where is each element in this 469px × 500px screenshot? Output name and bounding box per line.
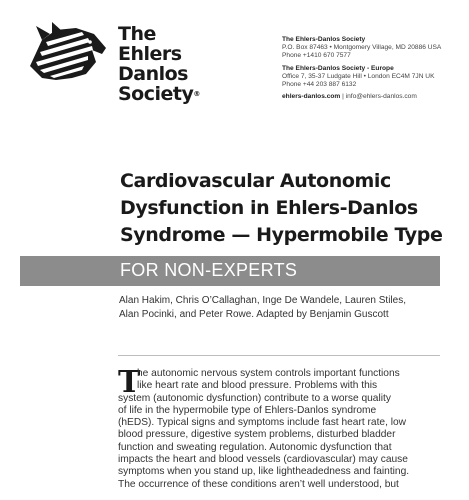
audience-label: FOR NON-EXPERTS	[120, 260, 298, 280]
intro-line: function and sweating regulation. Autonomic dysfunction that	[118, 441, 392, 453]
brand-wordmark	[118, 24, 200, 104]
intro-line: impacts the heart and blood vessels (cardiovascular) may cause	[118, 454, 408, 466]
web-line	[282, 93, 441, 101]
brand-line-the: The	[118, 23, 156, 45]
contact-block	[282, 36, 441, 101]
eu-address: Office 7, 35-37 Ludgate Hill • London EC4M 7JN UK	[282, 72, 435, 80]
title-line-1: Cardiovascular Autonomic	[120, 170, 391, 192]
registered-mark: ®	[193, 90, 200, 98]
intro-line: like heart rate and blood pressure. Problems with this	[137, 380, 378, 392]
authors-line-1: Alan Hakim, Chris O’Callaghan, Inge De Wandele, Lauren Stiles,	[119, 295, 406, 306]
intro-line: system (autonomic dysfunction) contribute to a worse quality	[118, 392, 391, 404]
eu-org-name: The Ehlers-Danlos Society - Europe	[282, 64, 394, 72]
brand-society-text: Society	[118, 83, 194, 105]
brand-line-danlos: Danlos	[118, 63, 188, 85]
brand-line-society	[118, 84, 200, 104]
intro-line: blood pressure, digestive system problems, disturbed bladder	[118, 429, 396, 441]
intro-paragraph	[118, 365, 440, 491]
website-link[interactable]: ehlers-danlos.com	[282, 93, 341, 101]
drop-cap: T	[118, 365, 141, 400]
audience-band	[20, 256, 440, 286]
eu-phone: Phone +44 203 887 6132	[282, 81, 357, 89]
authors-line-2: Alan Pocinki, and Peter Rowe. Adapted by Benjamin Guscott	[119, 309, 389, 320]
brand-line-ehlers: Ehlers	[118, 43, 182, 65]
intro-line: of life in the hypermobile type of Ehlers-Danlos syndrome	[118, 404, 377, 416]
us-org-name: The Ehlers-Danlos Society	[282, 36, 366, 43]
intro-line: The occurrence of these conditions aren’t well understood, but	[118, 478, 399, 490]
email-link[interactable]: | info@ehlers-danlos.com	[340, 93, 417, 101]
us-phone: Phone +1410 670 7577	[282, 52, 351, 60]
us-address: P.O. Box 87463 • Montgomery Village, MD 20886 USA	[282, 44, 442, 52]
title-line-3: Syndrome — Hypermobile Type	[120, 224, 443, 246]
intro-line: (hEDS). Typical signs and symptoms include fast heart rate, low	[118, 417, 407, 429]
author-list	[119, 294, 406, 322]
intro-line: symptoms when you stand up, like lightheadedness and fainting.	[118, 466, 410, 478]
page-title	[120, 168, 460, 249]
title-line-2: Dysfunction in Ehlers-Danlos	[120, 197, 418, 219]
intro-line: he autonomic nervous system controls important functions	[137, 368, 400, 379]
zebra-logo-icon	[22, 22, 112, 84]
section-divider	[118, 355, 440, 356]
